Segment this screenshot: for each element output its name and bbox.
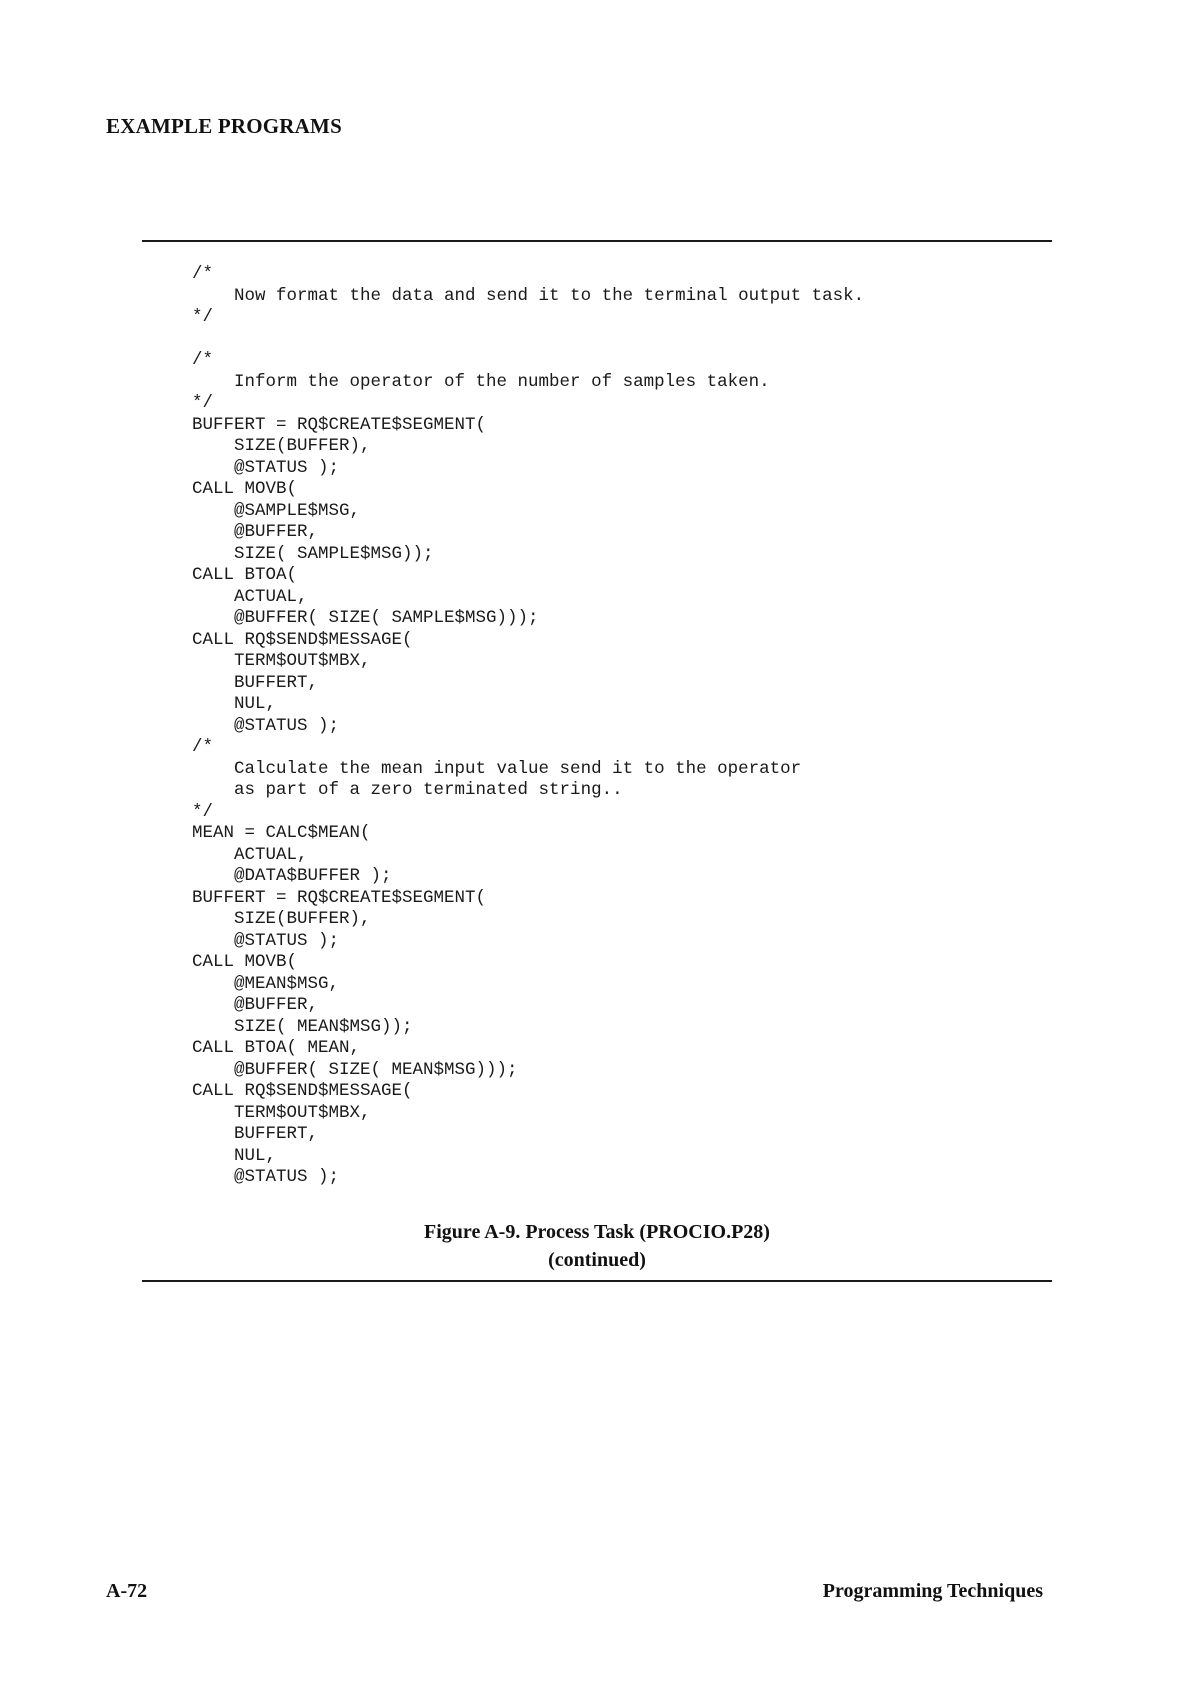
code-line: as part of a zero terminated string.. [192,780,623,800]
code-line: MEAN = CALC$MEAN( [192,823,371,843]
code-line: CALL MOVB( [192,952,298,972]
code-line: BUFFERT = RQ$CREATE$SEGMENT( [192,414,487,435]
code-line: @STATUS ); [192,457,340,478]
code-line: NUL, [192,694,277,714]
code-line: CALL RQ$SEND$MESSAGE( [192,629,413,650]
figure-bottom-rule [142,1280,1052,1282]
code-line: @STATUS ); [192,930,340,951]
code-line: TERM$OUT$MBX, [192,651,371,671]
page-number: A-72 [106,1580,148,1602]
code-line: ACTUAL, [192,844,308,865]
code-line: /* [192,737,214,757]
code-line: NUL, [192,1145,277,1166]
code-line: SIZE(BUFFER), [192,909,371,929]
code-line: SIZE(BUFFER), [192,436,371,456]
code-listing [192,264,864,1189]
figure-caption-title: Figure A-9. Process Task (PROCIO.P28) [424,1221,770,1243]
code-line: BUFFERT, [192,1124,319,1144]
figure-caption [142,1218,1052,1274]
code-line: @BUFFER, [192,995,319,1015]
figure-top-rule [142,240,1052,242]
code-line: @STATUS ); [192,715,340,736]
code-line: CALL MOVB( [192,479,298,499]
code-line: @BUFFER, [192,522,319,542]
code-line [192,329,864,351]
code-line: @BUFFER( SIZE( SAMPLE$MSG))); [192,608,539,628]
code-line: Now format the data and send it to the terminal output task. [192,285,865,306]
code-line: Calculate the mean input value send it to the operator [192,758,802,779]
code-line: CALL RQ$SEND$MESSAGE( [192,1081,413,1101]
code-line: */ [192,393,214,413]
code-line: @SAMPLE$MSG, [192,500,361,521]
code-line: CALL BTOA( MEAN, [192,1038,361,1058]
code-line: TERM$OUT$MBX, [192,1102,371,1123]
code-line: ACTUAL, [192,586,308,607]
code-line: */ [192,307,214,327]
code-line: @MEAN$MSG, [192,973,340,994]
code-line: CALL BTOA( [192,565,298,585]
code-line: SIZE( MEAN$MSG)); [192,1016,413,1037]
code-line: BUFFERT, [192,672,319,693]
code-line: BUFFERT = RQ$CREATE$SEGMENT( [192,887,487,908]
code-line: @BUFFER( SIZE( MEAN$MSG))); [192,1059,518,1080]
code-line: @DATA$BUFFER ); [192,866,392,886]
code-line: /* [192,264,214,284]
code-line: /* [192,350,214,370]
figure-caption-continued: (continued) [548,1249,646,1271]
code-line: SIZE( SAMPLE$MSG)); [192,543,434,564]
section-header: EXAMPLE PROGRAMS [106,114,342,138]
code-line: Inform the operator of the number of samples taken. [192,371,770,392]
code-line: @STATUS ); [192,1167,340,1187]
chapter-title: Programming Techniques [822,1580,1043,1602]
code-line: */ [192,801,214,822]
